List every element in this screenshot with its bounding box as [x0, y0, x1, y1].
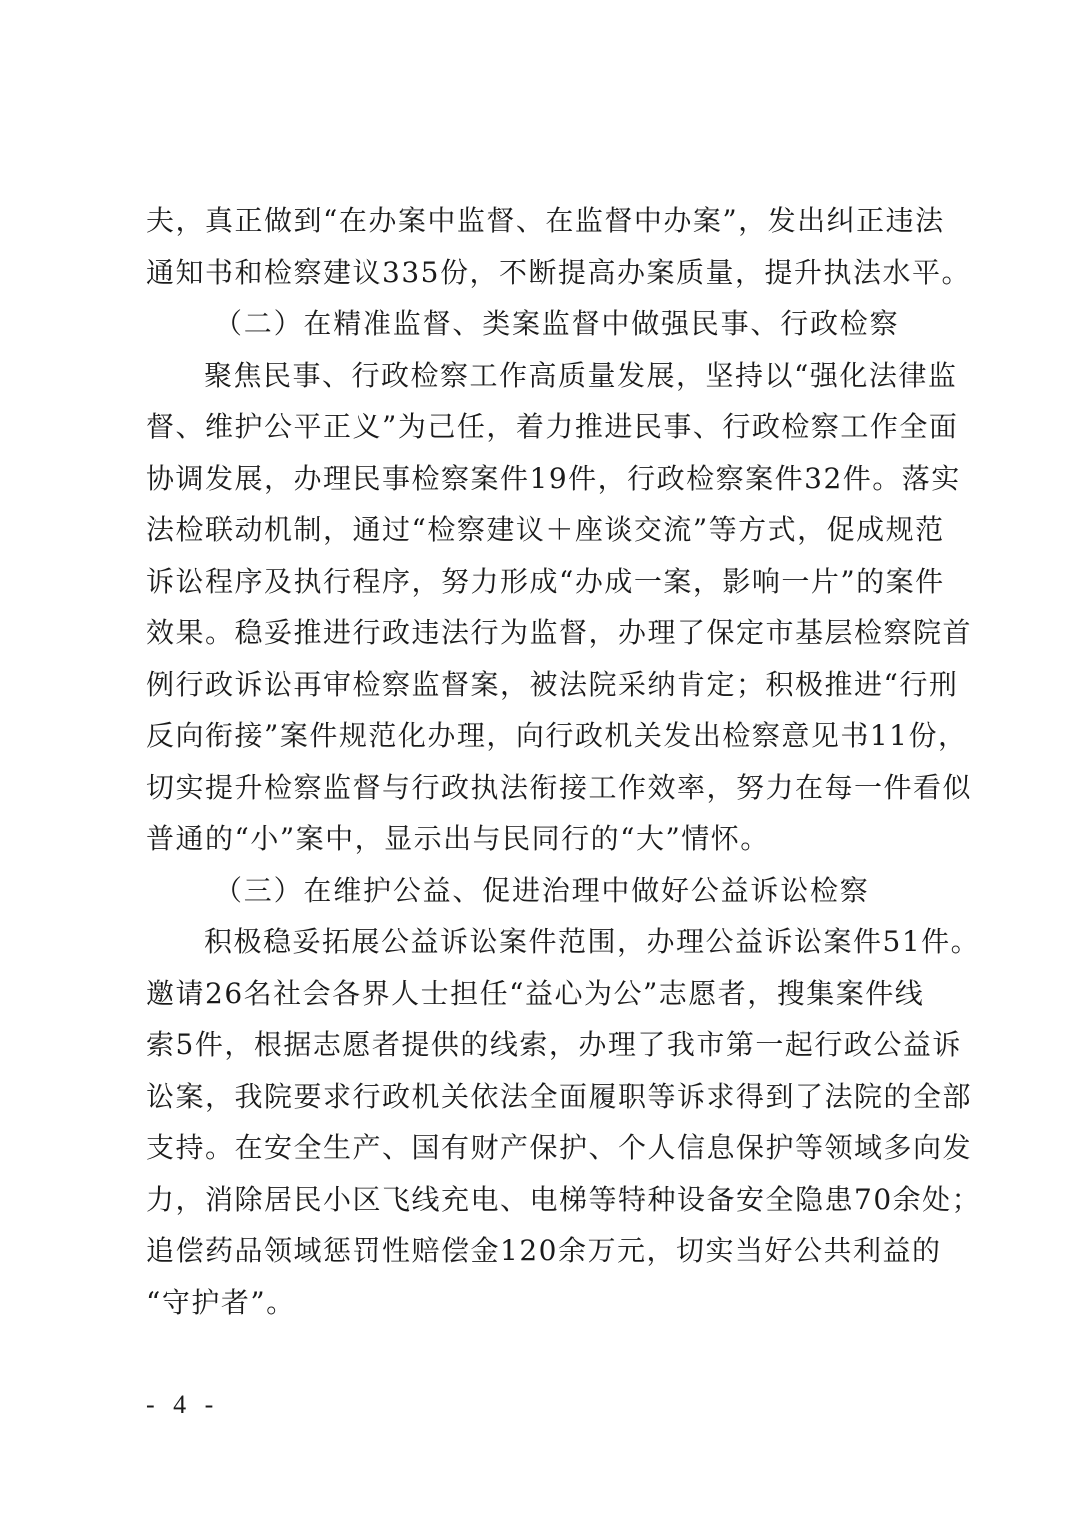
text-line: 力，消除居民小区飞线充电、电梯等特种设备安全隐患70余处； [146, 1182, 982, 1216]
text-line: 邀请26名社会各界人士担任“益心为公”志愿者，搜集案件线 [146, 976, 925, 1010]
section-heading: （二）在精准监督、类案监督中做强民事、行政检察 [214, 307, 900, 340]
text-line: 通知书和检察建议335份，不断提高办案质量，提升执法水平。 [146, 255, 971, 289]
text-line: 协调发展，办理民事检察案件19件，行政检察案件32件。落实 [146, 461, 961, 495]
text-line: 效果。稳妥推进行政违法行为监督，办理了保定市基层检察院首 [146, 616, 973, 649]
text-line: 诉讼程序及执行程序，努力形成“办成一案，影响一片”的案件 [146, 564, 945, 598]
paragraph-first-line: 聚焦民事、行政检察工作高质量发展，坚持以“强化法律监 [204, 358, 958, 392]
text-line: 支持。在安全生产、国有财产保护、个人信息保护等领域多向发 [146, 1131, 973, 1164]
text-line: “守护者”。 [146, 1285, 296, 1319]
paragraph-first-line: 积极稳妥拓展公益诉讼案件范围，办理公益诉讼案件51件。 [204, 925, 981, 958]
text-line: 督、维护公平正义”为己任，着力推进民事、行政检察工作全面 [146, 410, 959, 443]
text-line: 切实提升检察监督与行政执法衔接工作效率，努力在每一件看似 [146, 770, 973, 804]
section-heading: （三）在维护公益、促进治理中做好公益诉讼检察 [214, 873, 870, 907]
text-line: 法检联动机制，通过“检察建议＋座谈交流”等方式，促成规范 [146, 513, 945, 546]
page-number: - 4 - [146, 1390, 220, 1419]
text-line: 例行政诉讼再审检察监督案，被法院采纳肯定；积极推进“行刑 [146, 667, 959, 701]
text-line: 索5件，根据志愿者提供的线索，办理了我市第一起行政公益诉 [146, 1028, 962, 1061]
text-line: 追偿药品领域惩罚性赔偿金120余万元，切实当好公共利益的 [146, 1234, 942, 1267]
text-line: 夫，真正做到“在办案中监督、在监督中办案”，发出纠正违法 [146, 204, 945, 237]
text-line: 反向衔接”案件规范化办理，向行政机关发出检察意见书11份， [146, 719, 968, 752]
body-text [146, 195, 982, 1328]
text-line: 讼案，我院要求行政机关依法全面履职等诉求得到了法院的全部 [146, 1079, 973, 1113]
text-line: 普通的“小”案中，显示出与民同行的“大”情怀。 [146, 822, 770, 855]
